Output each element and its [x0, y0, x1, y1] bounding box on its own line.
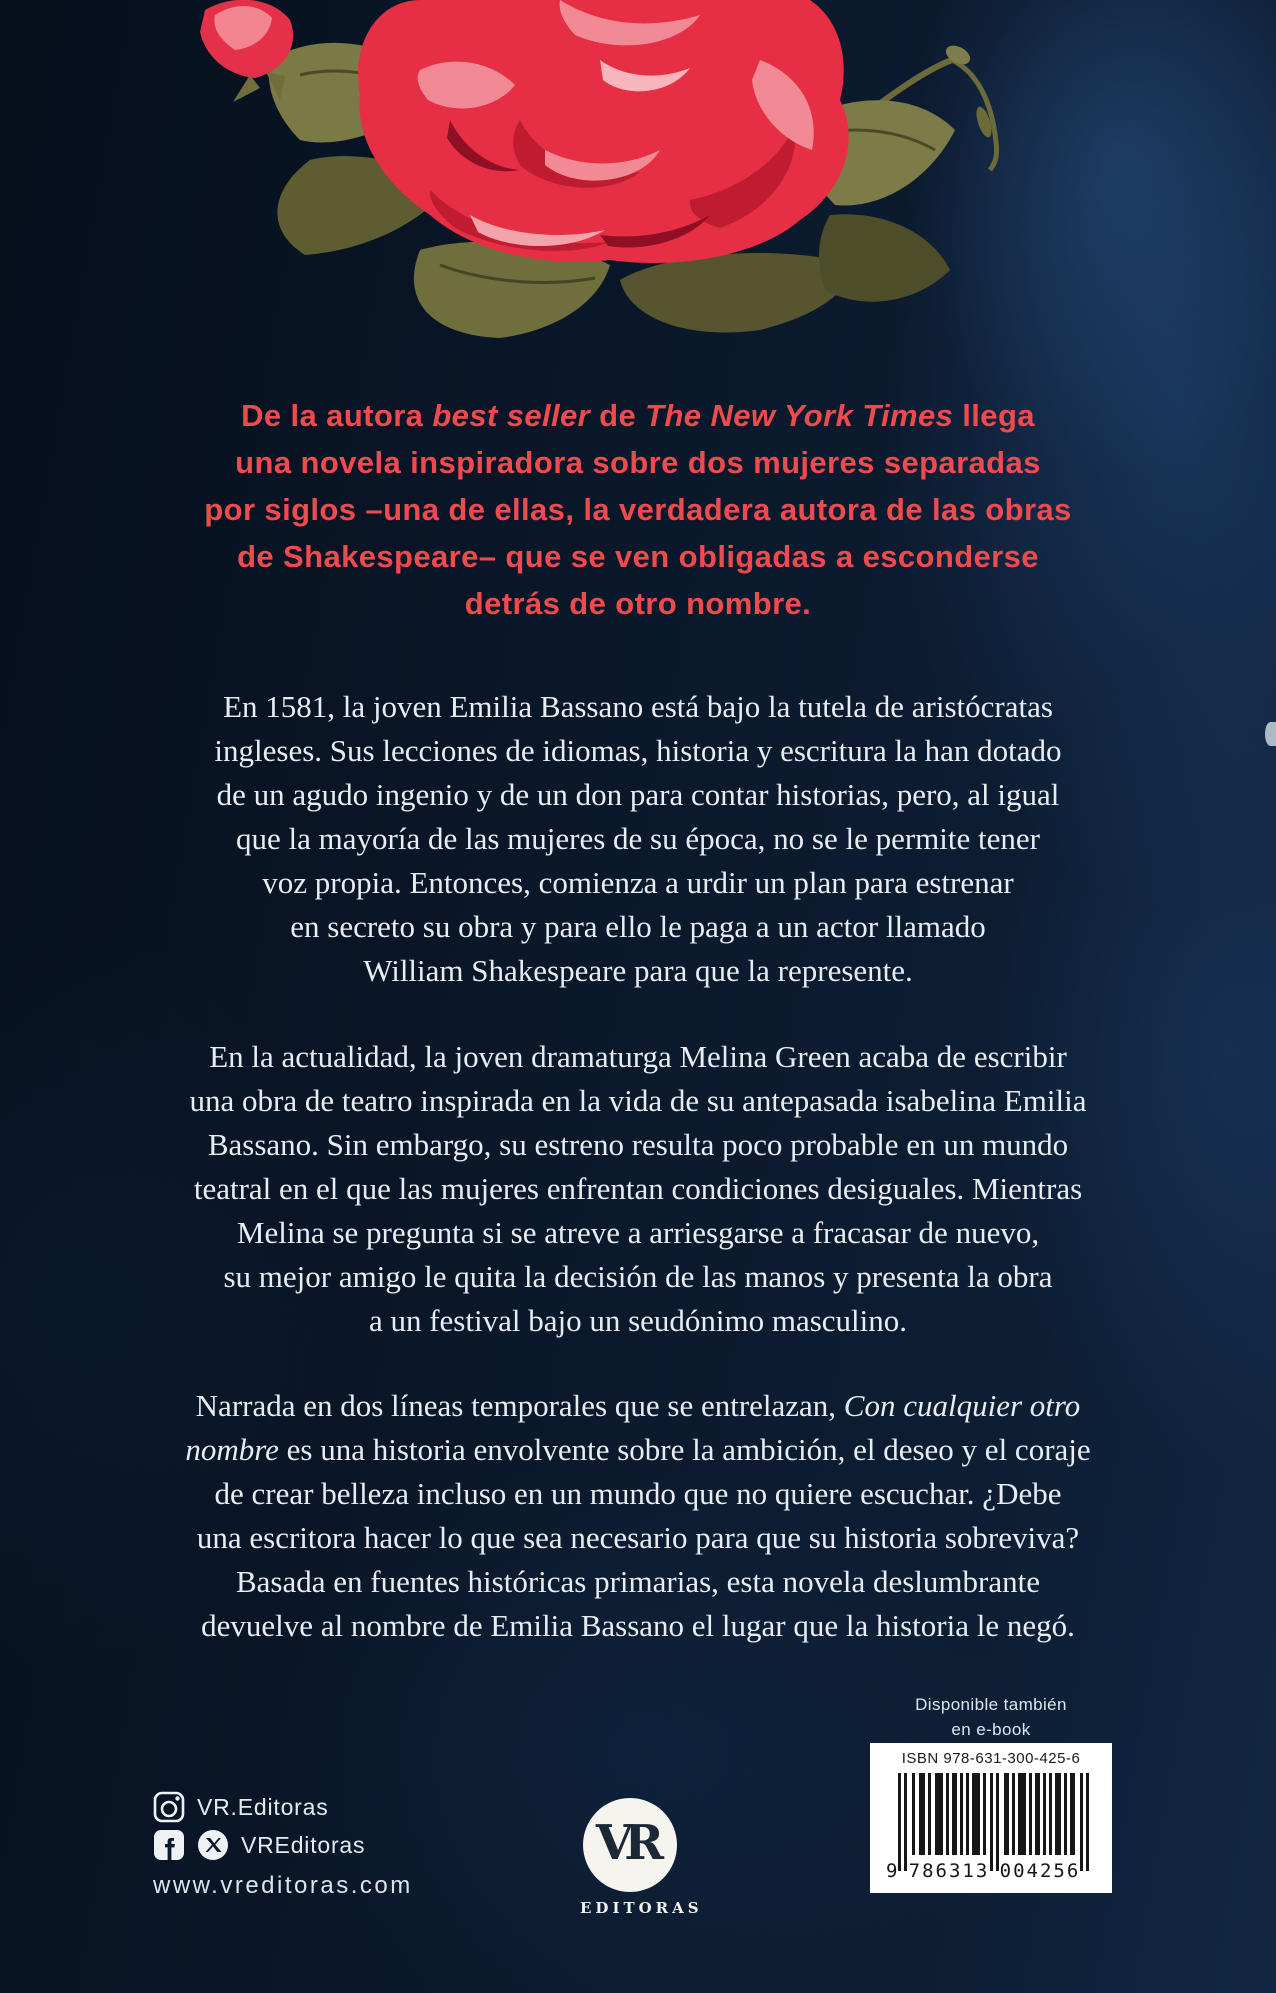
synopsis-line: una escritora hacer lo que sea necesario para que su historia sobreviva?: [196, 1520, 1080, 1555]
rose-illustration: [0, 0, 1276, 340]
synopsis-line: Bassano. Sin embargo, su estreno resulta poco probable en un mundo: [207, 1127, 1069, 1162]
synopsis-line: devuelve al nombre de Emilia Bassano el lugar que la historia le negó.: [201, 1608, 1075, 1643]
facebook-x-handle: VREditoras: [241, 1831, 366, 1858]
synopsis-line: en secreto su obra y para ello le paga a un actor llamado: [290, 909, 986, 944]
synopsis-line: teatral en el que las mujeres enfrentan condiciones desiguales. Mientras: [193, 1171, 1083, 1206]
synopsis-line: Narrada en dos líneas temporales que se entrelazan, Con cualquier otro: [195, 1388, 1081, 1423]
headline-line: de Shakespeare– que se ven obligadas a esconderse: [237, 539, 1039, 574]
synopsis-line: una obra de teatro inspirada en la vida de su antepasada isabelina Emilia: [189, 1083, 1087, 1118]
synopsis-line: William Shakespeare para que la represente.: [363, 953, 913, 988]
vr-wordmark: EDITORAS: [580, 1899, 703, 1917]
synopsis-line: En la actualidad, la joven dramaturga Melina Green acaba de escribir: [209, 1039, 1067, 1074]
ebook-line: Disponible también: [915, 1695, 1067, 1714]
promo-headline: [60, 392, 1216, 627]
barcode-bars: [884, 1771, 1098, 1885]
x-icon: [197, 1829, 229, 1861]
synopsis-line: de crear belleza incluso en un mundo que no quiere escuchar. ¿Debe: [214, 1476, 1062, 1511]
synopsis-line: voz propia. Entonces, comienza a urdir un plan para estrenar: [262, 865, 1014, 900]
facebook-icon: [153, 1829, 185, 1861]
barcode-digit-left: 9: [886, 1860, 898, 1882]
facebook-x-row: [153, 1826, 413, 1864]
synopsis-paragraph-3: [70, 1384, 1206, 1648]
publisher-website: www.vreditoras.com: [153, 1872, 413, 1899]
barcode-digits-right: 004256: [999, 1860, 1081, 1882]
ebook-availability-note: [870, 1692, 1112, 1742]
cover-texture-speck: [1265, 722, 1276, 746]
social-links: [153, 1788, 413, 1900]
isbn-barcode: [870, 1743, 1112, 1893]
ebook-line: en e-book: [951, 1720, 1031, 1739]
instagram-handle: VR.Editoras: [197, 1793, 329, 1820]
synopsis-line: a un festival bajo un seudónimo masculino.: [368, 1303, 908, 1338]
headline-line: detrás de otro nombre.: [464, 586, 812, 621]
synopsis-line: nombre es una historia envolvente sobre la ambición, el deseo y el coraje: [185, 1432, 1091, 1467]
publisher-logo: [580, 1798, 703, 1917]
barcode-digits-mid: 786313: [908, 1860, 990, 1882]
vr-logo-circle: [583, 1798, 677, 1892]
synopsis-paragraph-1: [70, 685, 1206, 993]
synopsis-line: Basada en fuentes históricas primarias, esta novela deslumbrante: [235, 1564, 1040, 1599]
synopsis-line: En 1581, la joven Emilia Bassano está bajo la tutela de aristócratas: [223, 689, 1053, 724]
synopsis-paragraph-2: [70, 1035, 1206, 1343]
synopsis-line: Melina se pregunta si se atreve a arriesgarse a fracasar de nuevo,: [236, 1215, 1040, 1250]
instagram-icon: [153, 1791, 185, 1823]
isbn-label: ISBN 978-631-300-425-6: [901, 1750, 1081, 1767]
headline-line: una novela inspiradora sobre dos mujeres separadas: [235, 445, 1041, 480]
instagram-row: [153, 1788, 413, 1826]
synopsis-line: su mejor amigo le quita la decisión de las manos y presenta la obra: [223, 1259, 1053, 1294]
headline-line: De la autora best seller de The New York Times llega: [241, 398, 1035, 433]
vr-monogram: VR: [595, 1815, 656, 1871]
synopsis-line: que la mayoría de las mujeres de su época, no se le permite tener: [236, 821, 1040, 856]
headline-line: por siglos –una de ellas, la verdadera autora de las obras: [204, 492, 1072, 527]
synopsis-line: de un agudo ingenio y de un don para contar historias, pero, al igual: [216, 777, 1060, 812]
synopsis-line: ingleses. Sus lecciones de idiomas, historia y escritura la han dotado: [214, 733, 1062, 768]
